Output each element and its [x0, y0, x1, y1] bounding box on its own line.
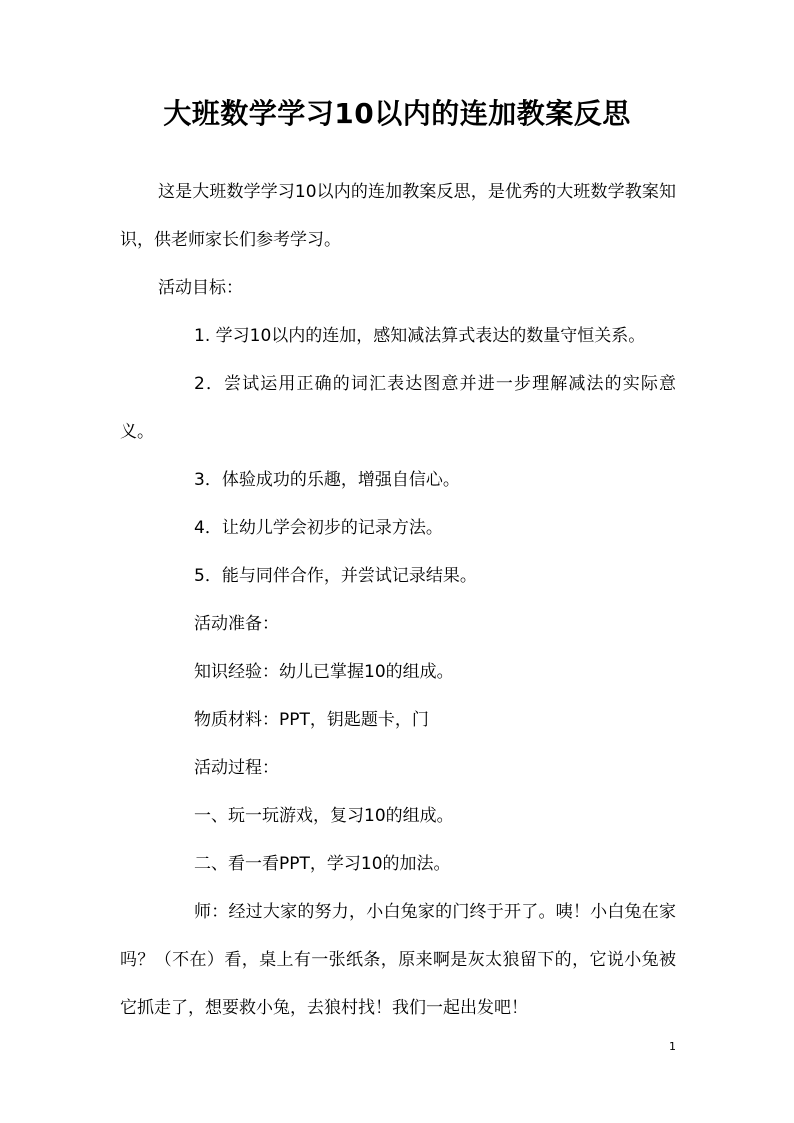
intro-paragraph: 这是大班数学学习10以内的连加教案反思，是优秀的大班数学教案知识，供老师家长们参考学习。	[120, 182, 676, 250]
process-step-1: 一、玩一玩游戏，复习10的组成。	[194, 806, 454, 826]
preparation-knowledge: 知识经验：幼儿已掌握10的组成。	[194, 662, 454, 682]
process-step-2: 二、看一看PPT，学习10的加法。	[194, 854, 451, 874]
section-heading-preparation: 活动准备：	[194, 614, 279, 634]
document-title: 大班数学学习10以内的连加教案反思	[163, 97, 631, 130]
goal-item-5: 5．能与同伴合作，并尝试记录结果。	[194, 566, 477, 586]
section-heading-goals: 活动目标：	[158, 278, 243, 298]
goal-item-2: 2．尝试运用正确的词汇表达图意并进一步理解减法的实际意义。	[120, 374, 676, 442]
goal-item-1: 1. 学习10以内的连加，感知减法算式表达的数量守恒关系。	[194, 326, 646, 346]
goal-item-4: 4．让幼儿学会初步的记录方法。	[194, 518, 443, 538]
preparation-materials: 物质材料：PPT，钥匙题卡，门	[194, 710, 429, 730]
section-heading-process: 活动过程：	[194, 758, 279, 778]
document-body	[120, 168, 676, 1032]
teacher-dialogue-paragraph: 师：经过大家的努力，小白兔家的门终于开了。咦！小白兔在家吗？（不在）看，桌上有一张纸条，原来啊是灰太狼留下的，它说小兔被它抓走了，想要救小兔，去狼村找！我们一起出发吧！	[120, 902, 676, 1018]
goal-item-3: 3．体验成功的乐趣，增强自信心。	[194, 470, 460, 490]
page-number: 1	[669, 1040, 676, 1053]
